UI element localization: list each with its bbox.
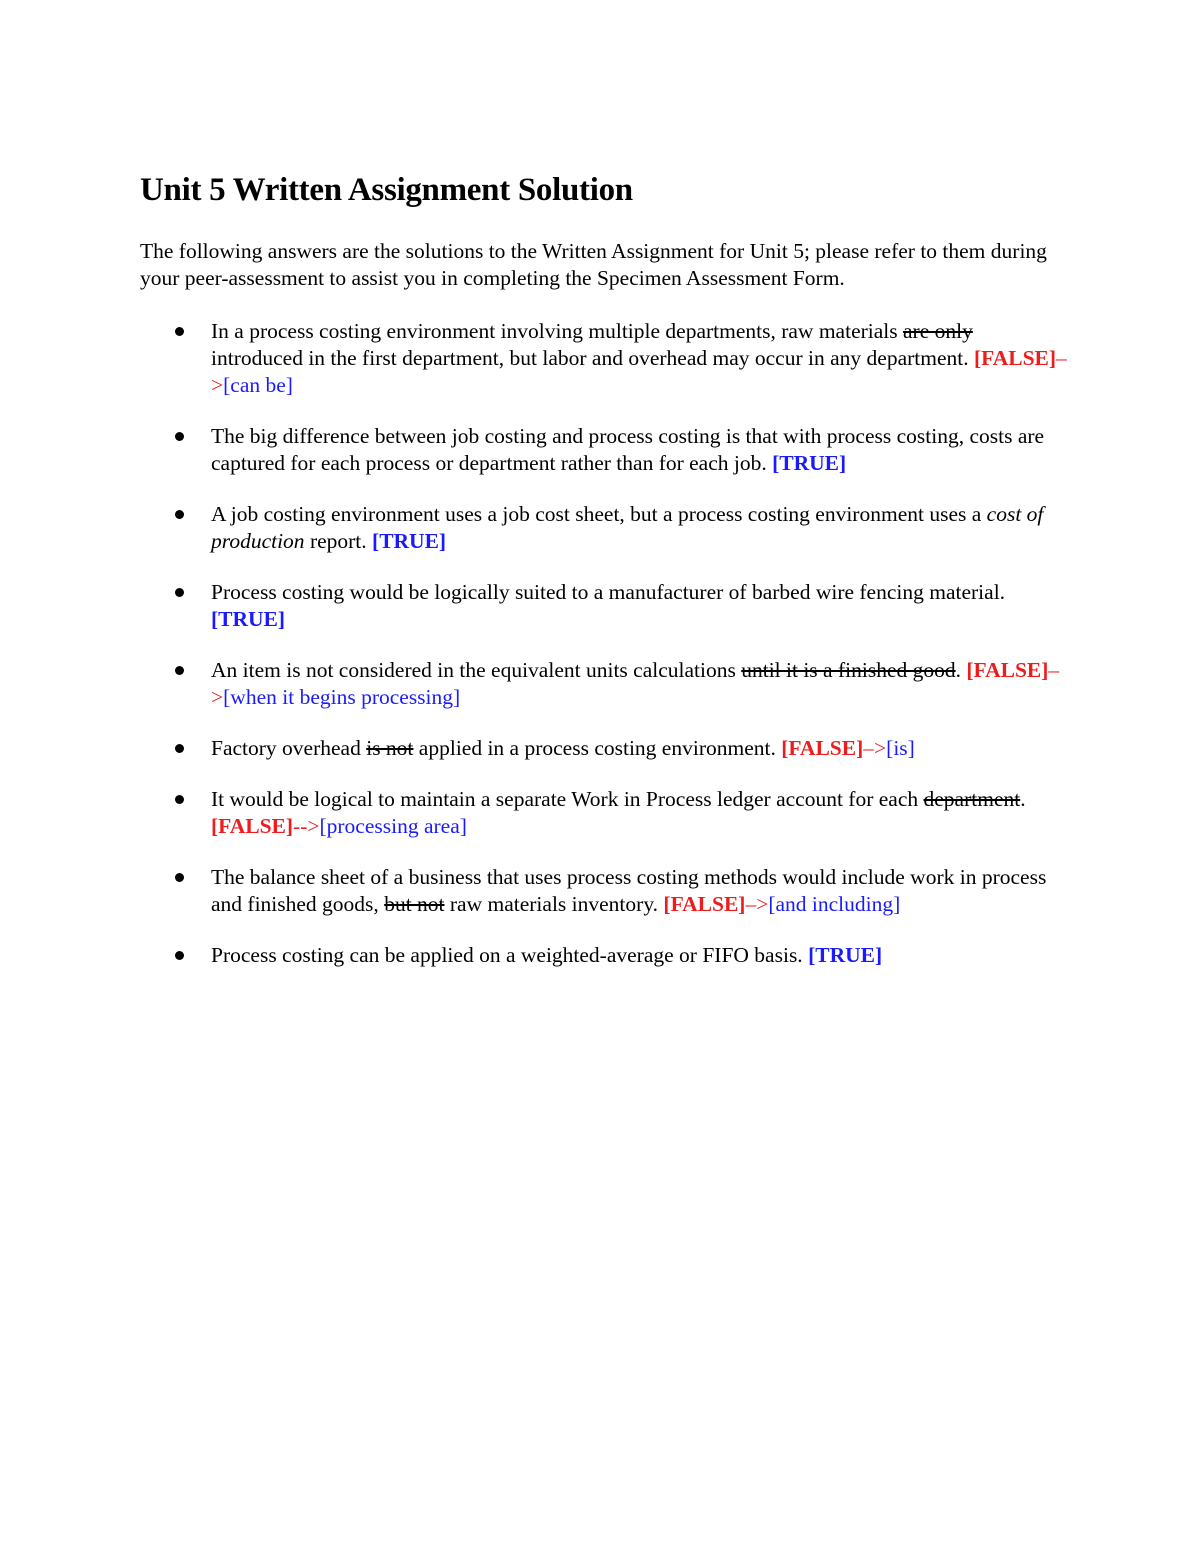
statement-text: The big difference between job costing and process costing is that with process costing, costs are captured for each process or department rather than for each job. [211,424,1045,475]
correction-text: [when it begins processing] [223,685,461,709]
document-page [140,168,1070,993]
bullet-icon [175,795,184,804]
statement-text: A job costing environment uses a job cost sheet, but a process costing environment uses a [211,502,987,526]
statement-text: applied in a process costing environment. [413,736,782,760]
emphasis-text: cost of production [211,502,1044,553]
struck-text: is not [366,736,414,760]
arrow-icon: –> [211,658,1060,709]
list-item [140,735,1070,762]
statement-text: An item is not considered in the equivalent units calculations [211,658,742,682]
verdict-false: [FALSE] [211,814,294,838]
verdict-true: [TRUE] [772,451,847,475]
bullet-icon [175,951,184,960]
statement-text: Factory overhead [211,736,367,760]
verdict-true: [TRUE] [211,607,286,631]
intro-paragraph: The following answers are the solutions to the Written Assignment for Unit 5; please refer to them during your peer-assessment to assist you in completing the Specimen Assessment Form. [140,239,1047,290]
bullet-icon [175,510,184,519]
struck-text: are only [903,319,973,343]
list-item [140,501,1070,555]
page-title: Unit 5 Written Assignment Solution [140,172,633,208]
bullet-icon [175,744,184,753]
struck-text: department [923,787,1021,811]
statement-text: It would be logical to maintain a separate Work in Process ledger account for each [211,787,924,811]
correction-text: [can be] [223,373,293,397]
statement-text: The balance sheet of a business that uses process costing methods would include work in process and finished goods, [211,865,1047,916]
verdict-true: [TRUE] [808,943,883,967]
bullet-icon [175,432,184,441]
arrow-icon: –> [863,736,887,760]
verdict-false: [FALSE] [974,346,1057,370]
list-item [140,786,1070,840]
correction-text: [and including] [768,892,901,916]
statement-text: raw materials inventory. [444,892,664,916]
statement-text: . [1020,787,1026,811]
correction-text: [processing area] [319,814,467,838]
bullet-icon [175,588,184,597]
bullet-icon [175,873,184,882]
statement-text: report. [304,529,373,553]
list-item [140,318,1070,399]
struck-text: until it is a finished good [741,658,956,682]
verdict-false: [FALSE] [781,736,864,760]
correction-text: [is] [886,736,915,760]
statement-text: Process costing would be logically suited to a manufacturer of barbed wire fencing material. [211,580,1006,604]
arrow-icon: –> [745,892,769,916]
list-item [140,579,1070,633]
arrow-icon: –> [211,346,1067,397]
verdict-false: [FALSE] [966,658,1049,682]
bullet-icon [175,666,184,675]
list-item [140,423,1070,477]
statement-text: introduced in the first department, but labor and overhead may occur in any department. [211,346,974,370]
struck-text: but not [384,892,445,916]
list-item [140,864,1070,918]
arrow-icon: --> [293,814,320,838]
statement-text: In a process costing environment involving multiple departments, raw materials [211,319,904,343]
list-item [140,942,1070,969]
statement-text: Process costing can be applied on a weighted-average or FIFO basis. [211,943,809,967]
statement-text: . [955,658,967,682]
verdict-true: [TRUE] [372,529,447,553]
verdict-false: [FALSE] [663,892,746,916]
bullet-icon [175,327,184,336]
answer-list [140,318,1070,969]
list-item [140,657,1070,711]
